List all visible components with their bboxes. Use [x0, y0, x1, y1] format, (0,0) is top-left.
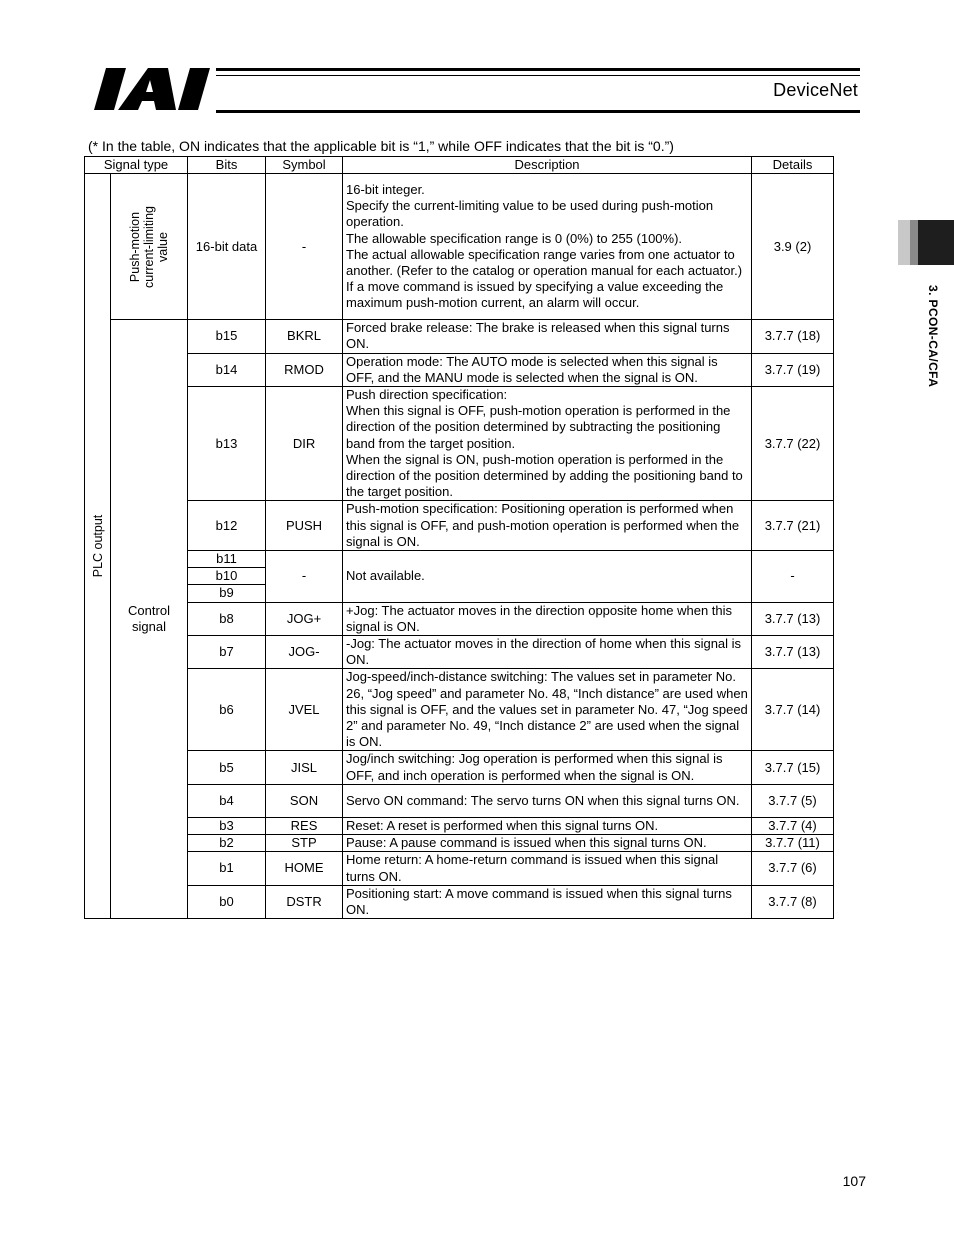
symbol-cell: DSTR	[266, 885, 343, 918]
bit-cell: b8	[188, 602, 266, 635]
table-body	[85, 174, 834, 919]
symbol-cell: PUSH	[266, 501, 343, 551]
details-cell: 3.7.7 (15)	[752, 751, 834, 784]
iai-logo	[92, 64, 214, 114]
na-description-cell: Not available.	[343, 551, 752, 603]
bit-cell: b6	[188, 669, 266, 751]
chapter-label: 3. PCON-CA/CFA	[926, 285, 940, 388]
push-motion-label-cell	[111, 174, 188, 320]
bit-cell: b13	[188, 387, 266, 501]
bit-cell: b4	[188, 784, 266, 817]
symbol-cell: STP	[266, 835, 343, 852]
details-cell: 3.7.7 (13)	[752, 636, 834, 669]
details-cell: 3.7.7 (11)	[752, 835, 834, 852]
bit-cell: b9	[188, 585, 266, 602]
table-row	[85, 751, 834, 784]
bit-cell: b11	[188, 551, 266, 568]
description-cell: +Jog: The actuator moves in the direction opposite home when this signal is ON.	[343, 602, 752, 635]
details-cell: 3.7.7 (18)	[752, 320, 834, 353]
symbol-cell: JVEL	[266, 669, 343, 751]
bit-cell: b15	[188, 320, 266, 353]
control-signal-label: Control signal	[111, 320, 188, 919]
push-description: 16-bit integer. Specify the current-limiting value to be used during push-motion operation. The allowable specification range is 0 (0%) to 255 (100%). The actual allowable specification range varies from one actuator to another. (Refer to the catalog or operation manual for each actuator.) If a move command is issued by specifying a value exceeding the maximum push-motion current, an alarm will occur.	[343, 174, 752, 320]
bit-cell: b1	[188, 852, 266, 885]
table-row	[85, 387, 834, 501]
symbol-cell: JOG-	[266, 636, 343, 669]
table-row	[85, 885, 834, 918]
symbol-cell: RES	[266, 817, 343, 834]
bit-cell: b3	[188, 817, 266, 834]
table-row	[85, 602, 834, 635]
header-rule-bottom	[216, 110, 860, 113]
header-details: Details	[752, 157, 834, 174]
description-cell: Positioning start: A move command is issued when this signal turns ON.	[343, 885, 752, 918]
na-details-cell: -	[752, 551, 834, 603]
symbol-cell: DIR	[266, 387, 343, 501]
plc-output-cell	[85, 174, 111, 919]
push-symbol: -	[266, 174, 343, 320]
details-cell: 3.7.7 (21)	[752, 501, 834, 551]
symbol-cell: BKRL	[266, 320, 343, 353]
table-row-push	[85, 174, 834, 320]
symbol-cell: JOG+	[266, 602, 343, 635]
header-symbol: Symbol	[266, 157, 343, 174]
symbol-cell: JISL	[266, 751, 343, 784]
table-note: (* In the table, ON indicates that the applicable bit is “1,” while OFF indicates that the bit is “0.”)	[88, 138, 674, 154]
bit-cell: b14	[188, 353, 266, 386]
symbol-cell: SON	[266, 784, 343, 817]
table-row	[85, 817, 834, 834]
document-title: DeviceNet	[773, 80, 858, 100]
table-header-row	[85, 157, 834, 174]
header-rule-top	[216, 68, 860, 71]
symbol-cell: RMOD	[266, 353, 343, 386]
table-row	[85, 784, 834, 817]
details-cell: 3.7.7 (19)	[752, 353, 834, 386]
bit-cell: b0	[188, 885, 266, 918]
description-cell: Push-motion specification: Positioning operation is performed when this signal is OFF, and push-motion operation is performed when the signal is ON.	[343, 501, 752, 551]
header-rule-thin	[216, 75, 860, 76]
table-row-na	[85, 551, 834, 568]
description-cell: Operation mode: The AUTO mode is selected when this signal is OFF, and the MANU mode is selected when the signal is ON.	[343, 353, 752, 386]
description-cell: -Jog: The actuator moves in the direction of home when this signal is ON.	[343, 636, 752, 669]
table-row	[85, 852, 834, 885]
description-cell: Reset: A reset is performed when this signal turns ON.	[343, 817, 752, 834]
bit-cell: b12	[188, 501, 266, 551]
table-row	[85, 636, 834, 669]
description-cell: Home return: A home-return command is issued when this signal turns ON.	[343, 852, 752, 885]
signal-table	[84, 156, 834, 919]
na-symbol-cell: -	[266, 551, 343, 603]
chapter-tab-mid	[910, 220, 918, 265]
page-number: 107	[842, 1173, 866, 1189]
chapter-tab-dark	[918, 220, 954, 265]
details-cell: 3.7.7 (5)	[752, 784, 834, 817]
details-cell: 3.7.7 (8)	[752, 885, 834, 918]
header-bits: Bits	[188, 157, 266, 174]
description-cell: Jog-speed/inch-distance switching: The values set in parameter No. 26, “Jog speed” and parameter No. 48, “Inch distance” are used when this signal is OFF, and the values set in parameter No. 47, “Jog speed 2” and parameter No. 49, “Inch distance 2” are used when the signal is ON.	[343, 669, 752, 751]
table-row	[85, 835, 834, 852]
description-cell: Servo ON command: The servo turns ON when this signal turns ON.	[343, 784, 752, 817]
description-cell: Forced brake release: The brake is released when this signal turns ON.	[343, 320, 752, 353]
description-cell: Jog/inch switching: Jog operation is performed when this signal is OFF, and inch operation is performed when the signal is ON.	[343, 751, 752, 784]
chapter-tab-light	[898, 220, 910, 265]
details-cell: 3.7.7 (22)	[752, 387, 834, 501]
details-cell: 3.7.7 (6)	[752, 852, 834, 885]
push-motion-label: Push-motion current-limiting value	[128, 205, 170, 288]
details-cell: 3.7.7 (13)	[752, 602, 834, 635]
details-cell: 3.7.7 (14)	[752, 669, 834, 751]
table-row	[85, 320, 834, 353]
symbol-cell: HOME	[266, 852, 343, 885]
description-cell: Pause: A pause command is issued when this signal turns ON.	[343, 835, 752, 852]
push-bits: 16-bit data	[188, 174, 266, 320]
bit-cell: b2	[188, 835, 266, 852]
table-row	[85, 353, 834, 386]
table-row	[85, 669, 834, 751]
header-description: Description	[343, 157, 752, 174]
table-row	[85, 501, 834, 551]
description-cell: Push direction specification: When this signal is OFF, push-motion operation is performed in the direction of the position determined by subtracting the positioning band from the target position. When the signal is ON, push-motion operation is performed in the direction of the position determined by adding the positioning band to the target position.	[343, 387, 752, 501]
push-details: 3.9 (2)	[752, 174, 834, 320]
details-cell: 3.7.7 (4)	[752, 817, 834, 834]
bit-cell: b5	[188, 751, 266, 784]
header-signal-type: Signal type	[85, 157, 188, 174]
plc-output-label: PLC output	[90, 514, 105, 578]
bit-cell: b10	[188, 568, 266, 585]
bit-cell: b7	[188, 636, 266, 669]
